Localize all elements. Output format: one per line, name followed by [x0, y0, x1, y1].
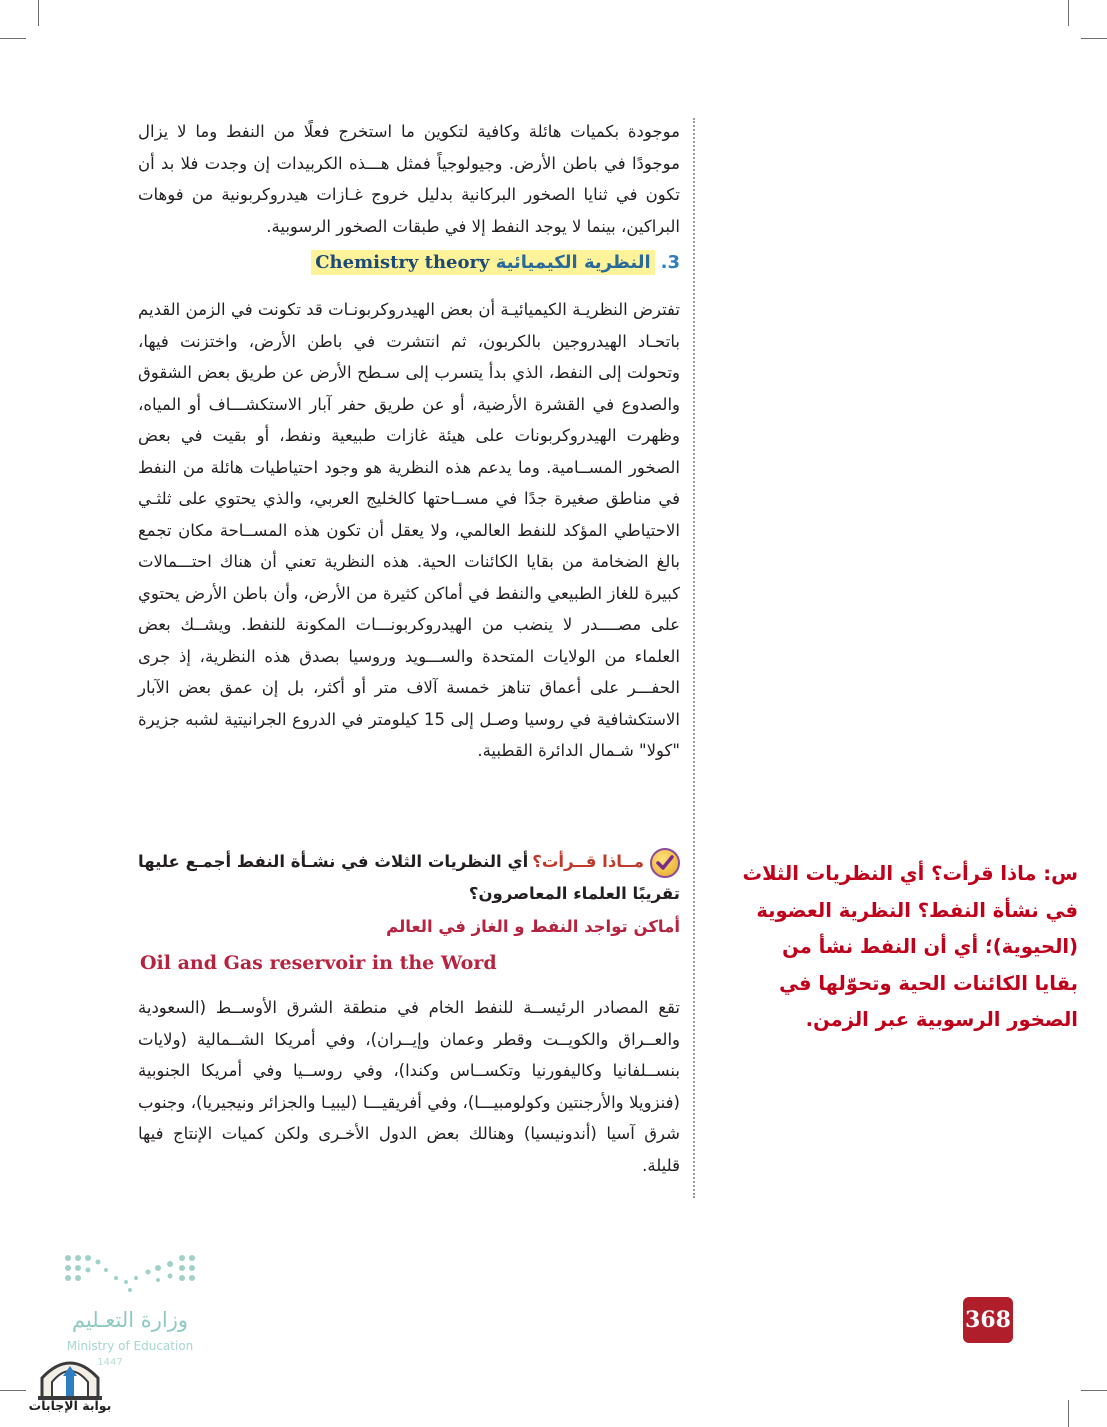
crop-mark: [1081, 38, 1107, 39]
ministry-name-ar: وزارة التعـليم: [71, 1308, 189, 1332]
what-read-label: مــاذا قــرأت؟: [532, 852, 644, 871]
section-title-ar: النظرية الكيميائية: [495, 252, 651, 273]
answers-gate-logo: [30, 1350, 110, 1427]
crop-mark: [0, 1390, 26, 1391]
crop-mark: [0, 38, 26, 39]
chemical-theory-paragraph: تفترض النظريـة الكيميائيـة أن بعض الهيدروكربونـات قد تكونت في الزمن القديم باتحـاد الهيدروجين بالكربون، ثم انتشرت في باطن الأرض، واختزنت فيها، وتحولت إلى النفط، الذي بدأ يتسرب إلى سـطح الأرض عن طريق بعض الشقوق والصدوع في القشرة الأرضية، أو عن طريق حفر آبار الاستكشـــاف أو المياه، وظهرت الهيدروكربونات على هيئة غازات طبيعية ونفط، أو بقيت في بعض الصخور المســامية. وما يدعم هذه النظرية هو وجود احتياطيات هائلة من النفط في مناطق صغيرة جدًا في مســاحتها كالخليج العربي، والذي يحتوي على ثلثـي الاحتياطي المؤكد للنفط العالمي، ولا يعقل أن تكون هذه المســاحة مكان تجمع بالغ الضخامة من بقايا الكائنات الحية. هذه النظرية تعني أن هناك احتـــمالات كبيرة للغاز الطبيعي والنفط في أماكن كثيرة من الأرض، وأن باطن الأرض يحتوي على مصــــدر لا ينضب من الهيدروكربونـــات المكونة للنفط. ويشــك بعض العلماء من الولايات المتحدة والســـويد وروسيا بصدق هذه النظرية، إذ جرى الحفـــر على أعماق تناهز خمسة آلاف متر أو أكثر، بل إن عمق بعض الآبار الاستكشافية في روسيا وصـل إلى 15 كيلومتر في الدروع الجرانيتية لشبه جزيرة "كولا" شـمال الدائرة القطبية.: [138, 300, 680, 760]
intro-paragraph: موجودة بكميات هائلة وكافية لتكوين ما استخرج فعلًا من النفط وما لا يزال موجودًا في باطن الأرض. وجيولوجياً فمثل هـــذه الكربيدات إن وجدت فلا بد أن تكون في ثنايا الصخور البركانية بدليل خروج غـازات هيدروكربونية من فوهات البراكين، بينما لا يوجد النفط إلا في طبقات الصخور الرسوبية.: [138, 122, 680, 236]
page-number-badge: 368: [963, 1297, 1013, 1343]
column-divider: [693, 118, 695, 1198]
answers-gate-label: بوابة الإجابات: [28, 1398, 112, 1413]
crop-mark: [1068, 0, 1069, 26]
crop-mark: [1081, 1390, 1107, 1391]
section-number: 3.: [660, 252, 680, 273]
ministry-year: 1447: [97, 1357, 123, 1368]
what-read-question-line: [138, 846, 680, 909]
section-title-en: Chemistry theory: [315, 252, 490, 273]
reservoir-heading-ar: أماكن تواجد النفط و الغاز في العالم: [386, 917, 680, 936]
ministry-name-en: Ministry of Education: [66, 1339, 194, 1353]
answer-text: س: ماذا قرأت؟ أي النظريات الثلاث في نشأة النفط؟ النظرية العضوية (الحيوية)؛ أي أن النفط نشأ من بقايا الكائنات الحية وتحوّلها في الصخور الرسوبية عبر الزمن.: [742, 862, 1078, 1031]
check-badge-icon: [650, 848, 680, 878]
what-read-block: [138, 846, 680, 909]
section-3-heading: [315, 252, 680, 286]
chemical-paragraph-block: [138, 294, 680, 767]
section-title-highlight: [311, 250, 654, 275]
what-read-question: أي النظريات الثلاث في نشـأة النفط أجمـع عليها تقريبًا العلماء المعاصرون؟: [138, 852, 680, 903]
reservoirs-paragraph: تقع المصادر الرئيســة للنفط الخام في منطقة الشرق الأوســط (السعودية والعــراق والكويــت وقطر وعمان وإيــران)، وفي أمريكا الشــمالية (ولايات بنســلفانيا وكاليفورنيا وتكســاس وكندا)، وفي روســيا وفي أمريكا الجنوبية (فنزويلا والأرجنتين وكولومبيـــا)، وفي أفريقيـــا (ليبيـا والجزائر ونيجيريا)، وجنوب شرق آسيا (أندونيسيا) وهنالك بعض الدول الأخـرى ولكن كميات الإنتاج فيها قليلة.: [138, 998, 680, 1175]
reservoirs-paragraph-block: [138, 992, 680, 1181]
intro-paragraph-block: [138, 116, 680, 242]
crop-mark: [1068, 1400, 1069, 1427]
reservoir-heading-en: Oil and Gas reservoir in the Word: [140, 952, 497, 974]
crop-mark: [38, 0, 39, 26]
